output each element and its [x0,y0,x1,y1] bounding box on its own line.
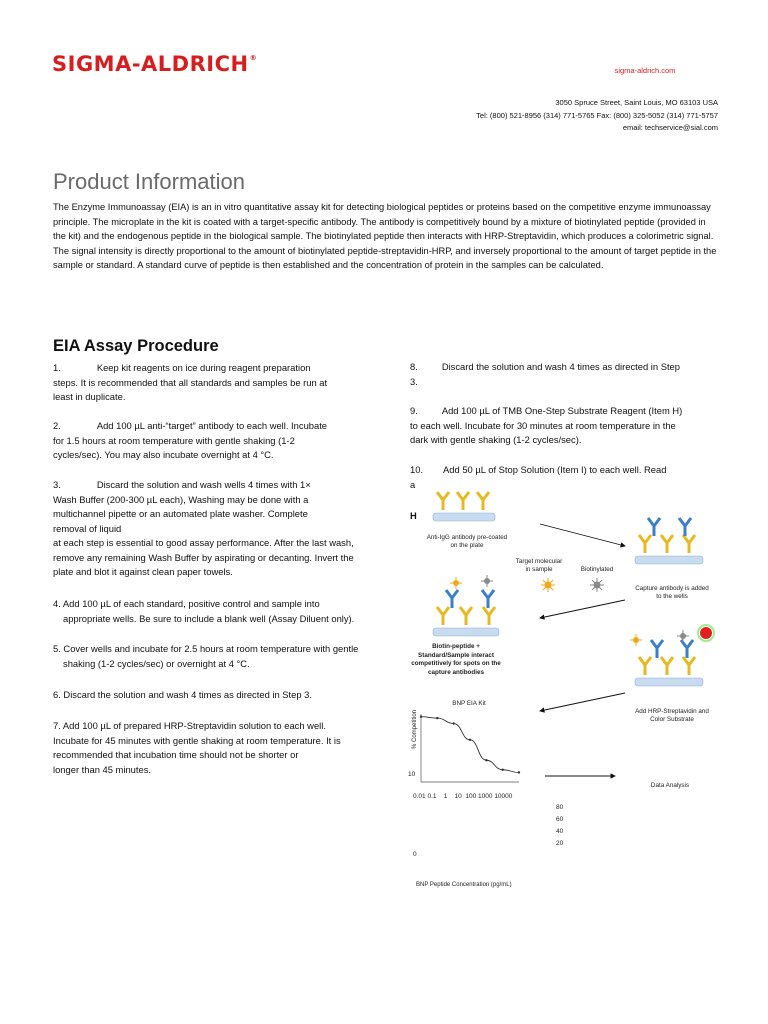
arrow-icon [540,600,625,618]
step-4 [53,597,398,626]
step-text: Discard the solution and wash 4 times as directed in Step [441,361,680,372]
contact-block [358,97,718,135]
step-number: 8. [410,361,418,372]
label-biotinylated: Biotinylated [580,566,614,573]
step-9 [410,404,720,448]
step-text: Incubate for 45 minutes with gentle shaking at room temperature. It is [53,734,341,746]
step-text: Keep kit reagents on ice during reagent preparation [96,362,311,373]
step-number: 10. [410,464,424,475]
label-target: Target molecular in sample [515,558,563,573]
step-text: 5. Cover wells and incubate for 2.5 hours at room temperature with gentle [53,643,359,654]
label-capture: Capture antibody is added to the wells [635,585,709,600]
y-tick-0: 0 [413,851,417,858]
data-point [469,739,471,741]
step-number: 3. [53,479,61,490]
step-text: plate and blot it against clean paper towels. [53,566,233,577]
step-text: least in duplicate. [53,391,126,402]
label-antibody: Anti-IgG antibody pre-coated on the plate [426,534,508,549]
y-tick-60: 60 [556,816,564,823]
competition-plate-icon [433,575,499,636]
biotinylated-peptide-icon [590,578,604,592]
data-point [485,759,487,761]
standard-curve-chart [415,706,525,788]
logo-text: SIGMA-ALDRICH [52,52,249,76]
data-point [518,771,520,773]
step-text: to each well. Incubate for 30 minutes at room temperature in the [410,419,676,431]
label-analysis: Data Analysis [650,782,690,789]
chart-x-ticks: 0.01 0.1 1 10 100 1000 10000 [413,793,513,800]
step-text: longer than 45 minutes. [53,763,151,775]
step-number: 2. [53,420,61,431]
target-molecule-icon [541,578,555,592]
step-text: for 1.5 hours at room temperature with gentle shaking (1-2 [53,434,295,446]
step-text: Add 100 µL anti-“target” antibody to each well. Incubate [96,420,328,431]
step-text: Discard the solution and wash wells 4 times with 1× [96,479,311,490]
product-info-body: The Enzyme Immunoassay (EIA) is an in vitro quantitative assay kit for detecting biological peptides or proteins based on the competitive enzyme immunoassay principle. The microplate in the kit is coated with a target-specific antibody. The antibody is competitively bound by a mixture of biotinylated peptide (provided in the kit) and the endogenous peptide in the biological sample. The biotinylated peptide then interacts with HRP-Streptavidin, which produces a colorimetric signal. The signal intensity is directly proportional to the amount of biotinylated peptide-streptavidin-HRP, and inversely proportional to the amount of target peptide in the sample or standard. A standard curve of peptide is then established and the concentration of protein in the samples can be calculated. [53,202,717,270]
step-text: 6. Discard the solution and wash 4 times as directed in Step 3. [53,689,312,700]
coated-plate-icon [433,492,495,521]
step-text: appropriate wells. Be sure to include a blank well (Assay Diluent only). [63,612,355,624]
step-text: 3. [410,375,418,387]
chart-title: BNP EIA Kit [452,700,486,707]
step-6 [53,688,398,703]
chart-y-top-tick: 10 [408,771,416,778]
data-point [501,769,503,771]
step-8 [410,360,720,389]
label-compete: Biotin-peptide + Standard/Sample interact competitively for spots on the capture antibodies [411,643,501,676]
chart-x-label: BNP Peptide Concentration (pg/mL) [416,882,512,888]
website-link[interactable]: sigma-aldrich.com [614,66,676,75]
label-hrp: Add HRP-Streptavidin and Color Substrate [635,708,709,723]
phone-line: Tel: (800) 521-8956 (314) 771-5765 Fax: (800) 325-5052 (314) 771-5757 [476,110,718,120]
data-point [420,716,422,718]
step-2 [53,419,393,463]
step-number: 9. [410,405,418,416]
y-tick-20: 20 [556,840,564,847]
step-text: dark with gentle shaking (1-2 cycles/sec). [410,434,582,445]
arrow-icon [540,524,625,546]
step-1 [53,361,393,405]
step-text-partial: a [410,478,416,490]
step-7 [53,719,398,777]
data-point [436,717,438,719]
chart-axes [421,714,519,782]
procedure-heading: EIA Assay Procedure [53,337,219,355]
step-text: at each step is essential to good assay performance. After the last wash, [53,537,354,548]
email-line[interactable]: email: techservice@sial.com [622,123,718,132]
step-text: remove any remaining Wash Buffer by aspirating or decanting. Invert the [53,551,354,563]
step-3 [53,478,398,580]
address-line: 3050 Spruce Street, Saint Louis, MO 63103 USA [555,98,718,107]
brand-logo [52,52,257,76]
step-text: 4. Add 100 µL of each standard, positive control and sample into [53,598,320,609]
step-text: 7. Add 100 µL of prepared HRP-Streptavidin solution to each well. [53,720,326,731]
arrow-icon [540,693,625,711]
step-text: shaking (1-2 cycles/sec) or overnight at 4 °C. [63,657,250,669]
y-tick-80: 80 [556,804,564,811]
chart-y-label: % Competition [412,709,418,749]
hrp-plate-icon [630,625,714,686]
figure-heading-partial: H [410,510,417,521]
product-info-heading: Product Information [53,169,245,194]
data-point [452,722,454,724]
step-text: steps. It is recommended that all standards and samples be run at [53,376,328,388]
registered-mark: ® [249,54,258,62]
step-text: cycles/sec). You may also incubate overnight at 4 °C. [53,449,274,460]
step-text: recommended that incubation time should not be shorter or [53,749,299,760]
step-number: 1. [53,362,61,373]
series-line [421,717,519,773]
step-text: multichannel pipette or an automated plate washer. Complete [53,508,308,519]
y-tick-40: 40 [556,828,564,835]
step-text: Wash Buffer (200-300 µL each), Washing may be done with a [53,493,309,505]
capture-antibody-plate-icon [635,518,703,564]
step-text: Add 50 µL of Stop Solution (Item I) to each well. Read [443,464,667,475]
step-text: Add 100 µL of TMB One-Step Substrate Reagent (Item H) [441,405,683,416]
step-text: removal of liquid [53,522,122,534]
step-5 [53,642,403,671]
